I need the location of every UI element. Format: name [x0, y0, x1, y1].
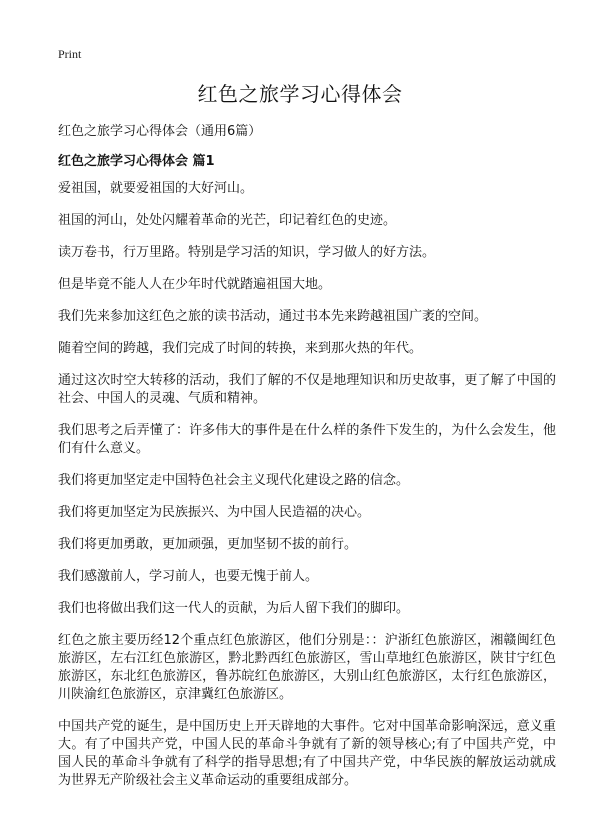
paragraph: 爱祖国，就要爱祖国的大好河山。 — [58, 181, 254, 196]
paragraph: 通过这次时空大转移的活动，我们了解的不仅是地理知识和历史故事，更了解了中国的社会、中国人的灵魂、气质和精神。 — [58, 373, 556, 406]
paragraph: 读万卷书，行万里路。特别是学习活的知识，学习做人的好方法。 — [58, 245, 436, 260]
paragraph: 我们也将做出我们这一代人的贡献，为后人留下我们的脚印。 — [58, 601, 410, 616]
print-link[interactable]: Print — [58, 47, 82, 61]
paragraph: 红色之旅主要历经12个重点红色旅游区，他们分别是：：沪浙红色旅游区，湘赣闽红色旅游区，左右江红色旅游区，黔北黔西红色旅游区，雪山草地红色旅游区，陕甘宁红色旅游区，东北红色旅游区，鲁苏皖红色旅游区，大别山红色旅游区，太行红色旅游区，川陕渝红色旅游区，京津冀红色旅游区。 — [58, 633, 556, 702]
document-title: 红色之旅学习心得体会 — [197, 82, 403, 106]
document-body — [58, 180, 556, 804]
document-subtitle: 红色之旅学习心得体会（通用6篇） — [58, 124, 262, 139]
paragraph: 祖国的河山，处处闪耀着革命的光芒，印记着红色的史迹。 — [58, 213, 397, 228]
paragraph: 中国共产党的诞生，是中国历史上开天辟地的大事件。它对中国革命影响深远，意义重大。有了中国共产党，中国人民的革命斗争就有了新的领导核心;有了中国共产党，中国人民的革命斗争就有了科学的指导思想;有了中国共产党，中华民族的解放运动就成为世界无产阶级社会主义革命运动的重要组成部分。 — [58, 719, 556, 788]
paragraph: 随着空间的跨越，我们完成了时间的转换，来到那火热的年代。 — [58, 341, 423, 356]
paragraph: 我们感激前人，学习前人，也要无愧于前人。 — [58, 569, 319, 584]
section-heading: 红色之旅学习心得体会 篇1 — [58, 154, 215, 169]
paragraph: 我们思考之后弄懂了：许多伟大的事件是在什么样的条件下发生的，为什么会发生，他们有什么意义。 — [58, 423, 556, 456]
paragraph: 我们将更加勇敢，更加顽强，更加坚韧不拔的前行。 — [58, 537, 358, 552]
paragraph: 我们先来参加这红色之旅的读书活动，通过书本先来跨越祖国广袤的空间。 — [58, 309, 488, 324]
paragraph: 我们将更加坚定为民族振兴、为中国人民造福的决心。 — [58, 505, 371, 520]
paragraph: 但是毕竟不能人人在少年时代就踏遍祖国大地。 — [58, 277, 332, 292]
paragraph: 我们将更加坚定走中国特色社会主义现代化建设之路的信念。 — [58, 473, 410, 488]
